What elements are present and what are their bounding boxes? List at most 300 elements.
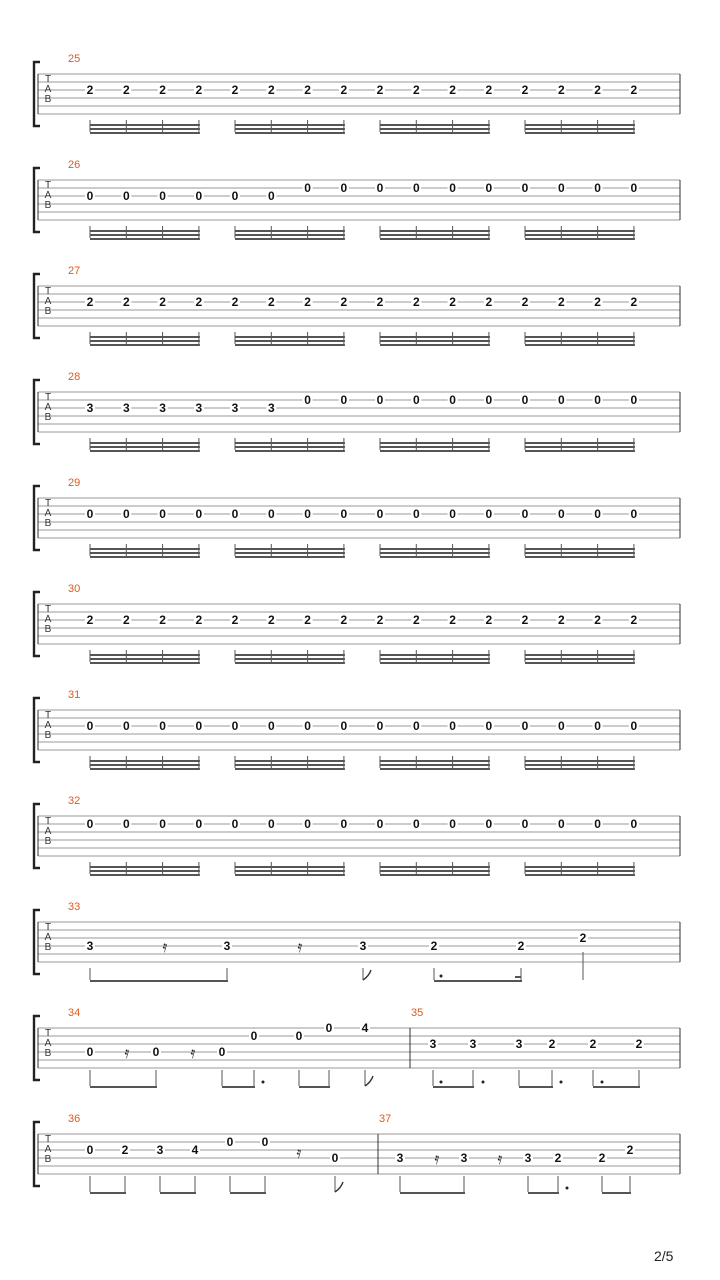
note-beam — [90, 556, 200, 558]
note-beam — [525, 654, 635, 656]
fret-number: 0 — [231, 507, 239, 521]
note-beam — [380, 768, 490, 770]
fret-number: 2 — [231, 83, 239, 97]
note-beam — [235, 548, 345, 550]
fret-number: 0 — [412, 393, 420, 407]
tab-clef-letter: T — [44, 180, 52, 191]
fret-number: 0 — [594, 719, 601, 733]
tab-clef-letter: B — [44, 836, 52, 847]
note-beam — [90, 238, 200, 240]
tab-clef-letter: B — [44, 942, 52, 953]
fret-number: 0 — [630, 393, 638, 407]
note-beam — [90, 552, 200, 554]
fret-number: 2 — [548, 1037, 556, 1051]
note-beam — [380, 128, 490, 130]
note-beam — [525, 658, 635, 660]
note-beam — [90, 760, 200, 762]
fret-number: 0 — [304, 817, 311, 831]
fret-number: 2 — [598, 1151, 606, 1165]
fret-number: 2 — [267, 83, 275, 97]
system-bracket — [34, 698, 40, 762]
tab-clef-letter: B — [44, 306, 52, 317]
measure-number: 33 — [68, 901, 81, 913]
fret-number: 0 — [267, 189, 275, 203]
tab-clef-letter: A — [44, 1144, 52, 1155]
tab-clef-letter: T — [44, 1028, 52, 1039]
staff-system — [34, 1016, 680, 1080]
fret-number: 3 — [524, 1151, 532, 1165]
rest-symbol: 𝄿 — [190, 1043, 196, 1062]
fret-number: 0 — [122, 189, 130, 203]
fret-number: 0 — [331, 1151, 339, 1165]
note-beam — [90, 658, 200, 660]
fret-number: 2 — [589, 1037, 597, 1051]
duration-dot — [482, 1081, 485, 1084]
tab-clef-letter: A — [44, 826, 52, 837]
fret-number: 0 — [86, 507, 94, 521]
note-beam — [525, 132, 635, 134]
note-beam — [525, 234, 635, 236]
fret-number: 4 — [361, 1021, 369, 1035]
measure-number: 28 — [68, 371, 81, 383]
fret-number: 0 — [449, 719, 456, 733]
fret-number: 0 — [86, 1045, 94, 1059]
note-beam — [525, 230, 635, 232]
fret-number: 0 — [485, 719, 493, 733]
system-bracket — [34, 1122, 40, 1186]
measure-number: 29 — [68, 477, 81, 489]
measure-number: 35 — [411, 1007, 424, 1019]
note-flag — [363, 970, 371, 980]
fret-number: 0 — [376, 817, 384, 831]
system-bracket — [34, 910, 40, 974]
note-beam — [380, 552, 490, 554]
fret-number: 3 — [195, 401, 203, 415]
note-beam — [235, 870, 345, 872]
tab-clef-letter: A — [44, 402, 52, 413]
note-beam — [235, 552, 345, 554]
page-number: 2/5 — [654, 1248, 674, 1264]
tab-clef-letter: A — [44, 720, 52, 731]
fret-number: 0 — [195, 719, 203, 733]
fret-number: 0 — [521, 507, 529, 521]
note-beam — [90, 128, 200, 130]
fret-number: 0 — [325, 1021, 333, 1035]
fret-number: 0 — [449, 181, 456, 195]
note-beam — [235, 230, 345, 232]
tab-clef-letter: T — [44, 392, 52, 403]
fret-number: 2 — [159, 295, 166, 309]
duration-dot — [262, 1081, 265, 1084]
fret-number: 2 — [121, 1143, 129, 1157]
tab-clef-letter: B — [44, 1154, 52, 1165]
tab-clef-letter: A — [44, 190, 52, 201]
fret-number: 0 — [630, 507, 638, 521]
measure-number: 37 — [379, 1113, 392, 1125]
fret-number: 2 — [521, 295, 529, 309]
fret-number: 2 — [122, 295, 130, 309]
note-beam — [380, 340, 490, 342]
note-beam — [525, 450, 635, 452]
fret-number: 0 — [412, 817, 420, 831]
tab-clef-letter: T — [44, 498, 52, 509]
fret-number: 2 — [159, 613, 166, 627]
note-beam — [525, 442, 635, 444]
fret-number: 2 — [554, 1151, 562, 1165]
note-flag — [365, 1076, 373, 1086]
note-beam — [380, 870, 490, 872]
note-beam — [602, 1192, 631, 1194]
fret-number: 2 — [122, 83, 130, 97]
note-beam — [90, 870, 200, 872]
note-beam — [90, 874, 200, 876]
fret-number: 0 — [485, 393, 493, 407]
tab-clef-letter: B — [44, 200, 52, 211]
fret-number: 0 — [594, 393, 601, 407]
fret-number: 0 — [304, 719, 311, 733]
measure-number: 26 — [68, 159, 81, 171]
fret-number: 3 — [231, 401, 239, 415]
fret-number: 2 — [122, 613, 130, 627]
fret-number: 0 — [250, 1029, 258, 1043]
note-beam — [235, 234, 345, 236]
fret-number: 2 — [267, 613, 275, 627]
fret-number: 0 — [521, 393, 529, 407]
note-beam — [434, 980, 522, 982]
note-beam — [235, 238, 345, 240]
note-beam — [160, 1192, 196, 1194]
fret-number: 2 — [376, 295, 384, 309]
note-beam — [90, 548, 200, 550]
fret-number: 4 — [191, 1143, 199, 1157]
note-flag — [335, 1182, 343, 1192]
tab-clef-letter: B — [44, 94, 52, 105]
tab-clef-letter: A — [44, 84, 52, 95]
fret-number: 0 — [226, 1135, 234, 1149]
note-beam — [90, 768, 200, 770]
fret-number: 2 — [231, 295, 239, 309]
fret-number: 3 — [429, 1037, 437, 1051]
fret-number: 0 — [521, 817, 529, 831]
fret-number: 3 — [86, 401, 94, 415]
duration-dot — [601, 1081, 604, 1084]
note-beam — [525, 552, 635, 554]
fret-number: 2 — [594, 613, 601, 627]
note-beam — [380, 238, 490, 240]
fret-number: 0 — [412, 719, 420, 733]
fret-number: 0 — [557, 393, 565, 407]
tab-clef-letter: A — [44, 508, 52, 519]
note-beam — [235, 132, 345, 134]
measure-number: 34 — [68, 1007, 81, 1019]
fret-number: 2 — [340, 83, 348, 97]
fret-number: 0 — [261, 1135, 269, 1149]
fret-number: 3 — [159, 401, 166, 415]
note-beam — [380, 556, 490, 558]
fret-number: 0 — [267, 817, 275, 831]
system-bracket — [34, 592, 40, 656]
staff-system — [34, 1122, 680, 1186]
fret-number: 2 — [376, 83, 384, 97]
fret-number: 0 — [412, 507, 420, 521]
duration-dot — [440, 1081, 443, 1084]
note-beam — [380, 662, 490, 664]
tab-clef-letter: T — [44, 604, 52, 615]
note-beam — [90, 980, 228, 982]
fret-number: 0 — [557, 507, 565, 521]
fret-number: 0 — [630, 719, 638, 733]
fret-number: 0 — [557, 719, 565, 733]
fret-number: 0 — [122, 817, 130, 831]
fret-number: 0 — [594, 181, 601, 195]
note-beam — [525, 866, 635, 868]
note-beam — [235, 340, 345, 342]
note-beam — [525, 548, 635, 550]
tab-clef-letter: B — [44, 1048, 52, 1059]
fret-number: 3 — [396, 1151, 404, 1165]
fret-number: 0 — [195, 817, 203, 831]
rest-symbol: 𝄿 — [124, 1043, 130, 1062]
fret-number: 0 — [449, 393, 456, 407]
tab-clef-letter: T — [44, 922, 52, 933]
note-beam — [235, 764, 345, 766]
fret-number: 0 — [376, 393, 384, 407]
fret-number: 2 — [412, 613, 420, 627]
note-beam — [519, 1086, 553, 1088]
fret-number: 0 — [449, 817, 456, 831]
note-beam — [90, 662, 200, 664]
note-beam — [528, 1192, 559, 1194]
fret-number: 2 — [594, 83, 601, 97]
note-beam — [230, 1192, 266, 1194]
note-beam — [380, 874, 490, 876]
note-beam — [235, 556, 345, 558]
fret-number: 2 — [449, 295, 456, 309]
duration-dot — [560, 1081, 563, 1084]
note-beam — [380, 124, 490, 126]
fret-number: 3 — [267, 401, 275, 415]
tab-clef-letter: T — [44, 286, 52, 297]
note-beam — [380, 764, 490, 766]
fret-number: 0 — [630, 817, 638, 831]
fret-number: 3 — [156, 1143, 164, 1157]
measure-number: 27 — [68, 265, 81, 277]
fret-number: 2 — [430, 939, 438, 953]
note-beam — [235, 658, 345, 660]
fret-number: 2 — [449, 613, 456, 627]
tab-clef-letter: A — [44, 296, 52, 307]
note-beam — [525, 336, 635, 338]
note-beam — [525, 238, 635, 240]
rest-symbol: 𝄿 — [297, 937, 303, 956]
tab-clef-letter: A — [44, 614, 52, 625]
fret-number: 0 — [557, 181, 565, 195]
fret-number: 3 — [359, 939, 367, 953]
duration-dot — [566, 1187, 569, 1190]
tab-clef-letter: T — [44, 74, 52, 85]
fret-number: 0 — [231, 719, 239, 733]
note-beam — [525, 662, 635, 664]
fret-number: 0 — [267, 507, 275, 521]
fret-number: 2 — [485, 295, 493, 309]
fret-number: 2 — [267, 295, 275, 309]
fret-number: 2 — [594, 295, 601, 309]
note-beam — [90, 764, 200, 766]
note-beam — [380, 654, 490, 656]
fret-number: 0 — [521, 181, 529, 195]
fret-number: 0 — [304, 393, 311, 407]
note-beam — [525, 874, 635, 876]
note-beam — [525, 340, 635, 342]
note-beam — [90, 1192, 126, 1194]
rest-symbol: 𝄿 — [434, 1149, 440, 1168]
fret-number: 0 — [594, 817, 601, 831]
fret-number: 0 — [340, 507, 348, 521]
fret-number: 0 — [304, 181, 311, 195]
fret-number: 0 — [304, 507, 311, 521]
measure-number: 32 — [68, 795, 81, 807]
note-beam — [90, 442, 200, 444]
fret-number: 2 — [557, 83, 565, 97]
note-beam — [90, 344, 200, 346]
fret-number: 0 — [340, 181, 348, 195]
fret-number: 0 — [152, 1045, 160, 1059]
note-beam — [593, 1086, 640, 1088]
system-bracket — [34, 1016, 40, 1080]
note-beam — [525, 760, 635, 762]
system-bracket — [34, 62, 40, 126]
note-beam — [299, 1086, 330, 1088]
note-beam — [235, 124, 345, 126]
fret-number: 2 — [86, 295, 94, 309]
tab-clef-letter: T — [44, 816, 52, 827]
note-beam — [525, 556, 635, 558]
note-beam — [90, 340, 200, 342]
fret-number: 2 — [159, 83, 166, 97]
fret-number: 2 — [340, 613, 348, 627]
measure-number: 30 — [68, 583, 81, 595]
note-beam — [525, 870, 635, 872]
fret-number: 2 — [195, 613, 203, 627]
note-beam — [380, 658, 490, 660]
fret-number: 2 — [557, 295, 565, 309]
fret-number: 0 — [195, 189, 203, 203]
fret-number: 0 — [122, 507, 130, 521]
note-beam — [380, 234, 490, 236]
measure-number: 36 — [68, 1113, 81, 1125]
fret-number: 2 — [340, 295, 348, 309]
note-beam — [235, 768, 345, 770]
fret-number: 2 — [630, 83, 638, 97]
note-beam — [235, 866, 345, 868]
duration-dot — [440, 975, 443, 978]
fret-number: 0 — [340, 719, 348, 733]
note-beam — [235, 128, 345, 130]
fret-number: 0 — [449, 507, 456, 521]
fret-number: 2 — [304, 613, 311, 627]
fret-number: 0 — [218, 1045, 226, 1059]
note-beam — [90, 446, 200, 448]
fret-number: 2 — [485, 83, 493, 97]
note-beam — [380, 442, 490, 444]
tab-clef-letter: B — [44, 730, 52, 741]
system-bracket — [34, 804, 40, 868]
fret-number: 0 — [159, 189, 166, 203]
note-beam — [90, 450, 200, 452]
fret-number: 0 — [295, 1029, 303, 1043]
rest-symbol: 𝄿 — [296, 1143, 302, 1162]
system-bracket — [34, 168, 40, 232]
staff-system — [34, 804, 680, 868]
fret-number: 2 — [521, 83, 529, 97]
system-bracket — [34, 380, 40, 444]
fret-number: 2 — [376, 613, 384, 627]
note-beam — [380, 132, 490, 134]
fret-number: 2 — [195, 83, 203, 97]
fret-number: 3 — [460, 1151, 468, 1165]
note-beam — [400, 1192, 465, 1194]
note-beam — [380, 450, 490, 452]
fret-number: 0 — [195, 507, 203, 521]
fret-number: 0 — [376, 507, 384, 521]
note-beam — [515, 976, 521, 978]
tab-clef-letter: B — [44, 412, 52, 423]
note-beam — [235, 760, 345, 762]
fret-number: 0 — [159, 507, 166, 521]
fret-number: 0 — [86, 817, 94, 831]
fret-number: 0 — [630, 181, 638, 195]
rest-symbol: 𝄿 — [162, 937, 168, 956]
fret-number: 0 — [557, 817, 565, 831]
fret-number: 0 — [594, 507, 601, 521]
fret-number: 2 — [412, 83, 420, 97]
note-beam — [380, 760, 490, 762]
fret-number: 0 — [86, 189, 94, 203]
system-bracket — [34, 274, 40, 338]
note-beam — [90, 124, 200, 126]
note-beam — [90, 132, 200, 134]
fret-number: 0 — [376, 181, 384, 195]
fret-number: 3 — [469, 1037, 477, 1051]
note-beam — [525, 128, 635, 130]
measure-number: 25 — [68, 53, 81, 65]
tab-clef-letter: A — [44, 1038, 52, 1049]
fret-number: 0 — [521, 719, 529, 733]
fret-number: 0 — [340, 817, 348, 831]
note-beam — [525, 124, 635, 126]
fret-number: 2 — [304, 83, 311, 97]
note-beam — [525, 768, 635, 770]
tab-clef-letter: B — [44, 518, 52, 529]
note-beam — [235, 662, 345, 664]
note-beam — [235, 344, 345, 346]
fret-number: 2 — [517, 939, 525, 953]
tab-clef-letter: B — [44, 624, 52, 635]
note-beam — [380, 230, 490, 232]
fret-number: 3 — [515, 1037, 523, 1051]
system-bracket — [34, 486, 40, 550]
note-beam — [380, 866, 490, 868]
fret-number: 0 — [376, 719, 384, 733]
fret-number: 3 — [122, 401, 130, 415]
tab-clef-letter: T — [44, 710, 52, 721]
fret-number: 3 — [86, 939, 94, 953]
fret-number: 0 — [159, 817, 166, 831]
measure-number: 31 — [68, 689, 81, 701]
note-beam — [380, 446, 490, 448]
fret-number: 0 — [231, 189, 239, 203]
note-beam — [235, 654, 345, 656]
